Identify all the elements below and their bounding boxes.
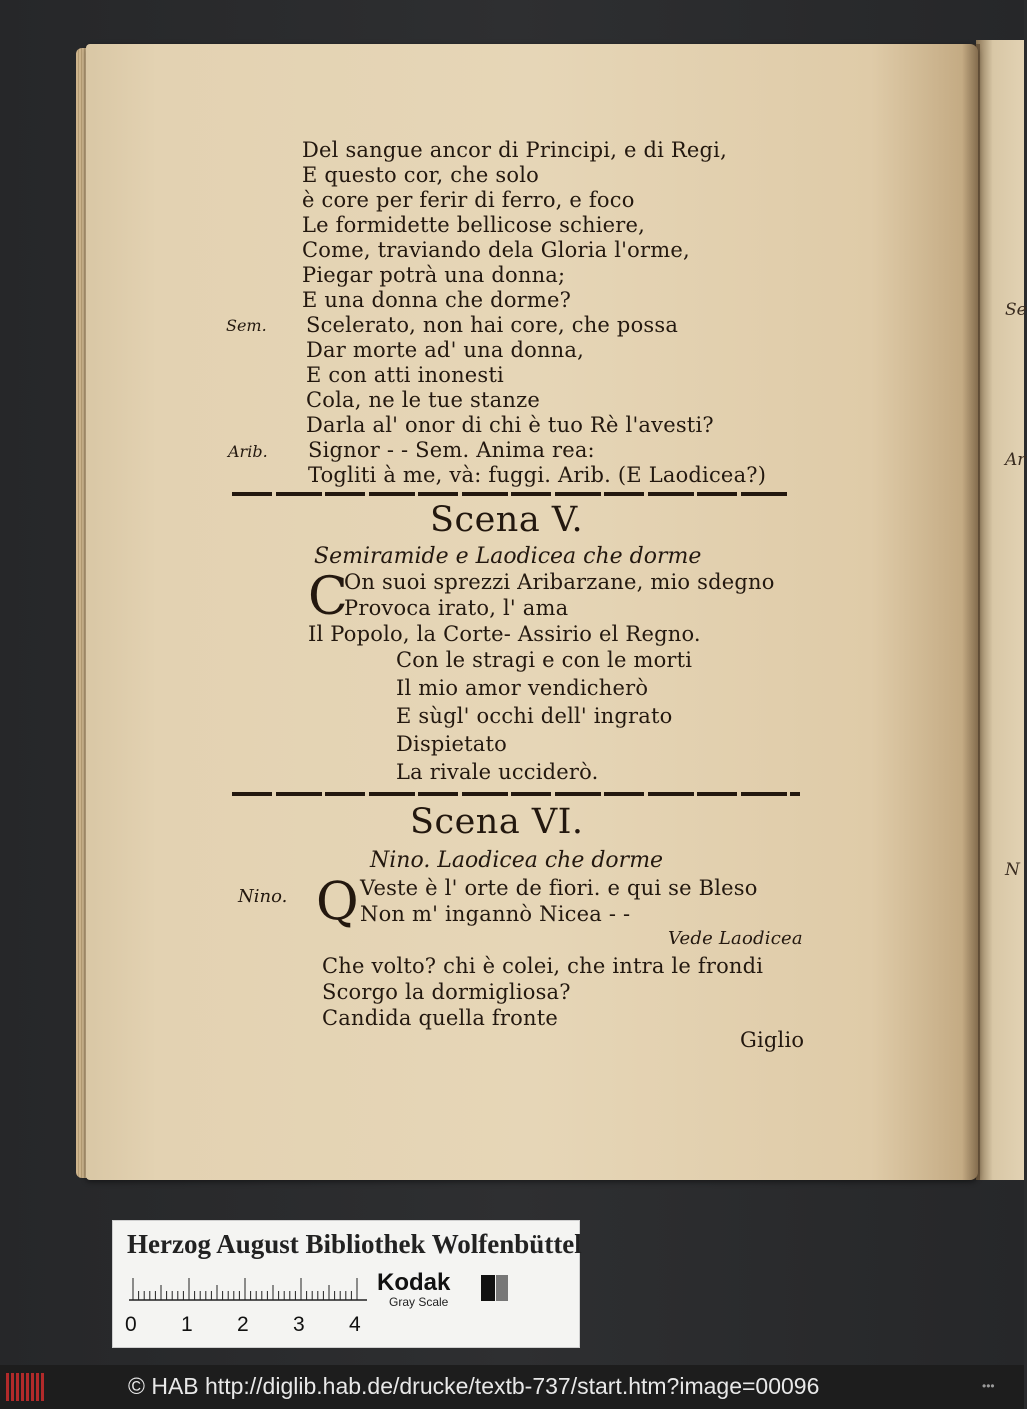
verse-line: E con atti inonesti	[306, 363, 504, 387]
verse-line: è core per ferir di ferro, e foco	[302, 188, 635, 212]
verse-line: Come, traviando dela Gloria l'orme,	[302, 238, 690, 262]
facing-page-marginal-2: Ar	[1005, 450, 1026, 470]
kodak-logo-text: Kodak	[377, 1269, 451, 1296]
verse-line: Che volto? chi è colei, che intra le frondi	[322, 954, 764, 978]
verse-line: Signor - - Sem. Anima rea:	[308, 438, 595, 462]
verse-line: Darla al' onor di chi è tuo Rè l'avesti?	[306, 413, 714, 437]
facing-page-marginal-3: N	[1005, 860, 1020, 880]
verse-line: La rivale ucciderò.	[396, 760, 599, 784]
ruler-number: 3	[293, 1313, 305, 1336]
corner-mark: •••	[982, 1379, 995, 1393]
verse-line: E sùgl' occhi dell' ingrato	[396, 704, 673, 728]
ruler-number: 2	[237, 1313, 249, 1336]
verse-line: Le formidette bellicose schiere,	[302, 213, 646, 237]
verse-line: E questo cor, che solo	[302, 163, 539, 187]
copyright-url[interactable]: © HAB http://diglib.hab.de/drucke/textb-737/start.htm?image=00096	[128, 1373, 820, 1399]
verse-line: E una donna che dorme?	[302, 288, 572, 312]
library-name: Herzog August Bibliothek Wolfenbüttel	[127, 1229, 582, 1259]
gray-scale-label: Gray Scale	[389, 1295, 449, 1309]
facing-page-marginal-1: Se	[1005, 300, 1027, 320]
verse-line: Non m' ingannò Nicea - -	[360, 902, 631, 926]
verse-line: Dar morte ad' una donna,	[306, 338, 584, 362]
ruler-number: 4	[349, 1313, 361, 1336]
footer-bar	[0, 1365, 1024, 1409]
gray-swatch-mid	[496, 1275, 508, 1301]
ruler-number: 1	[181, 1313, 193, 1336]
verse-line: Il mio amor vendicherò	[396, 676, 649, 700]
verse-line: Cola, ne le tue stanze	[306, 388, 540, 412]
verse-line: Veste è l' orte de fiori. e qui se Bleso	[360, 876, 758, 900]
hab-logo-icon	[6, 1373, 44, 1401]
verse-line: On suoi sprezzi Aribarzane, mio sdegno	[344, 570, 775, 594]
verse-line: Piegar potrà una donna;	[302, 263, 566, 287]
scene-vi-subtitle: Nino. Laodicea che dorme	[370, 848, 664, 873]
verse-line: Del sangue ancor di Principi, e di Regi,	[302, 138, 727, 162]
speaker-label: Nino.	[238, 886, 288, 907]
scale-ruler	[129, 1273, 367, 1301]
speaker-label: Arib.	[228, 442, 268, 461]
scene-v-subtitle: Semiramide e Laodicea che dorme	[314, 544, 702, 569]
verse-line: Il Popolo, la Corte- Assirio el Regno.	[308, 622, 701, 646]
verse-line: Con le stragi e con le morti	[396, 648, 693, 672]
verse-line: Scorgo la dormigliosa?	[322, 980, 571, 1004]
scene-divider-rule	[232, 792, 800, 796]
verse-line: Dispietato	[396, 732, 507, 756]
gray-swatch-dark	[481, 1275, 495, 1301]
stage-direction: Vede Laodicea	[668, 928, 803, 949]
speaker-label: Sem.	[226, 316, 267, 335]
drop-cap: C	[308, 567, 348, 627]
verse-line: Provoca irato, l' ama	[344, 596, 569, 620]
verse-line: Togliti à me, và: fuggi. Arib. (E Laodicea?)	[308, 463, 767, 487]
catchword: Giglio	[740, 1028, 805, 1052]
library-label-card	[112, 1220, 580, 1348]
scene-v-title: Scena V.	[430, 500, 584, 540]
verse-line: Candida quella fronte	[322, 1006, 558, 1030]
drop-cap: Q	[316, 872, 359, 932]
verse-line: Scelerato, non hai core, che possa	[306, 313, 679, 337]
ruler-number: 0	[125, 1313, 137, 1336]
scene-vi-title: Scena VI.	[410, 802, 584, 842]
scene-divider-rule	[232, 492, 788, 496]
